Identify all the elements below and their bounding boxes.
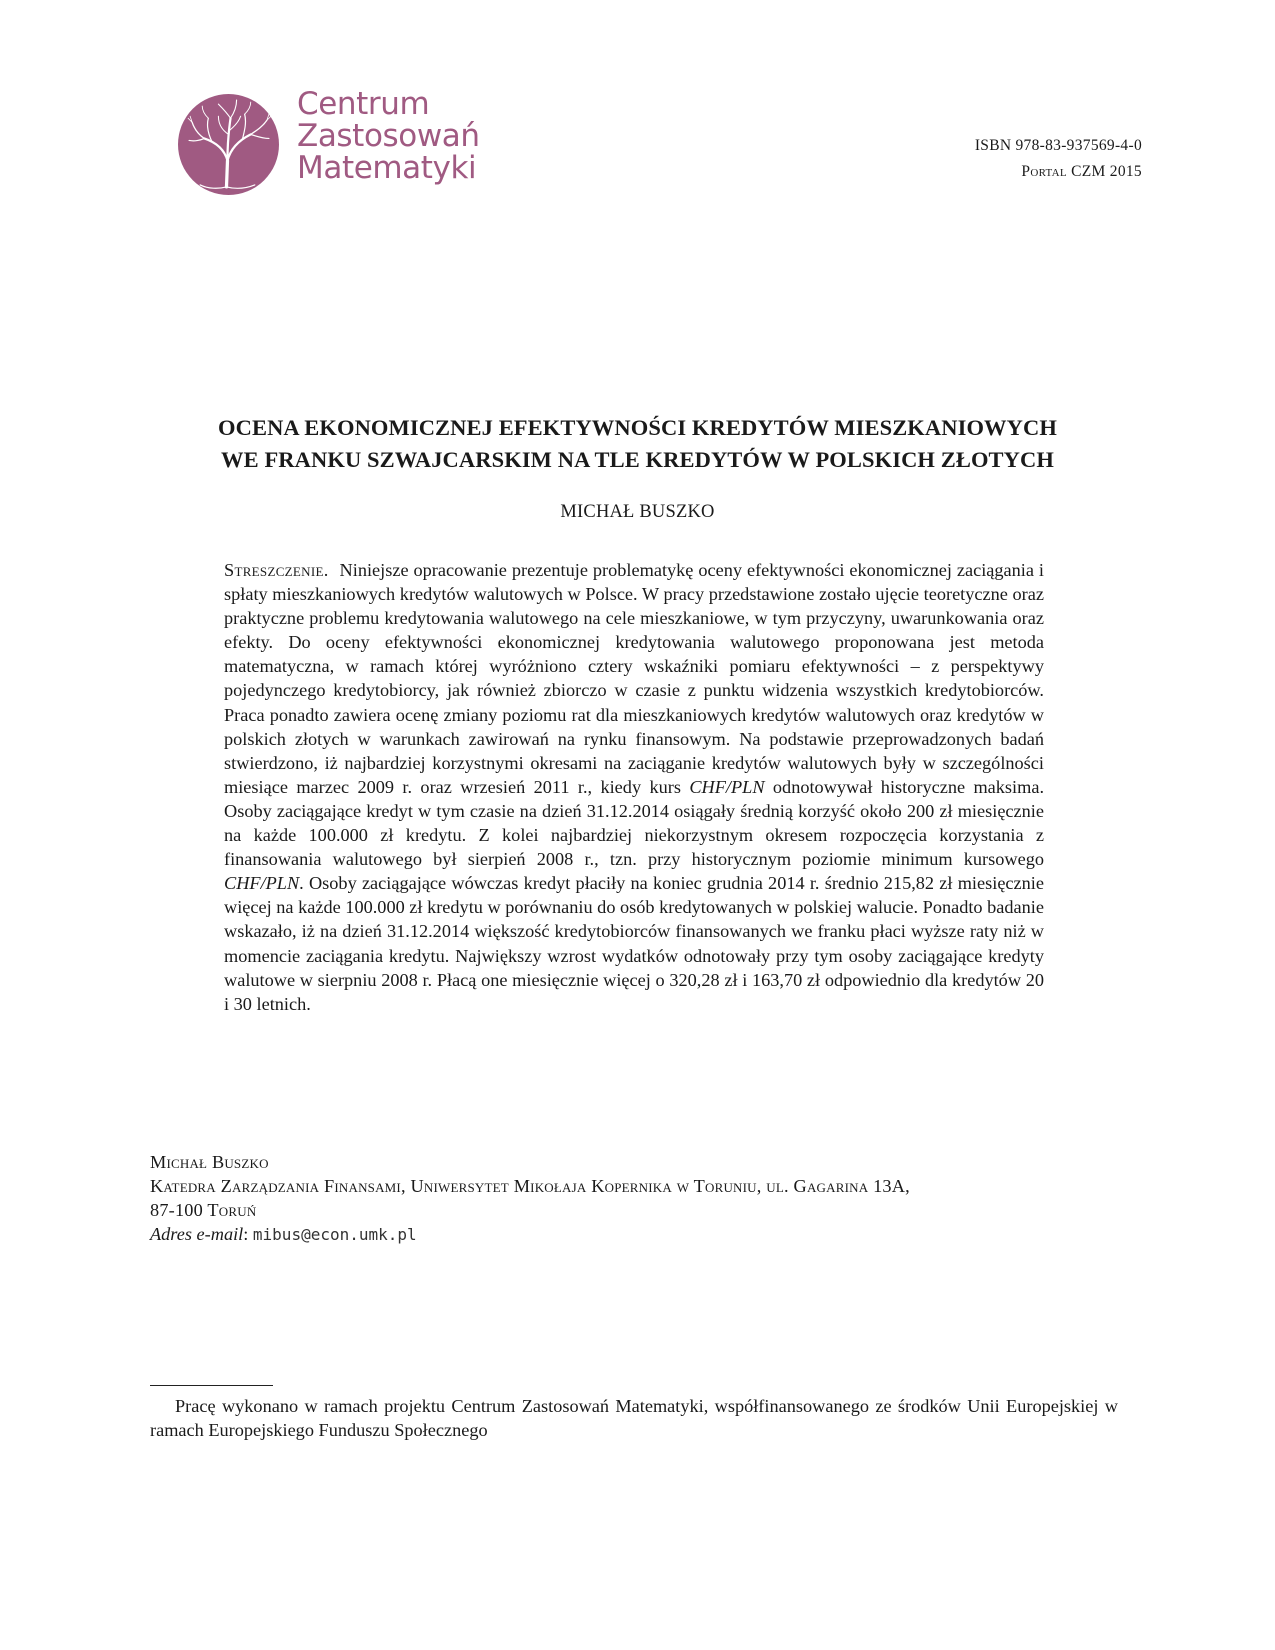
footnote-rule <box>150 1385 273 1386</box>
logo-line-3: Matematyki <box>297 150 477 186</box>
logo-wordmark <box>297 88 480 184</box>
abstract <box>224 558 1044 1016</box>
footnote: Pracę wykonano w ramach projektu Centrum Zastosowań Matematyki, współfinansowanego ze środków Unii Europejskiej w ramach Europejskiego Funduszu Społecznego <box>150 1396 1118 1440</box>
address-email-line: Adres e-mail: mibus@econ.umk.pl <box>150 1224 417 1244</box>
math-chf-pln-2: CHF/PLN <box>224 873 300 894</box>
address-city: 87-100 Toruń <box>150 1200 257 1220</box>
title-line-1: OCENA EKONOMICZNEJ EFEKTYWNOŚCI KREDYTÓW MIESZKANIOWYCH <box>218 415 1057 440</box>
czm-logo <box>178 88 478 198</box>
logo-line-2: Zastosowań <box>297 118 480 154</box>
email-label: Adres e-mail <box>150 1224 244 1244</box>
logo-line-1: Centrum <box>297 86 430 122</box>
abstract-text-3: . Osoby zaciągające wówczas kredyt płaciły na koniec grudnia 2014 r. średnio 215,82 zł miesięcznie więcej na każde 100.000 zł kredytu w porównaniu do osób kredytowanych w polskiej walucie. Ponadto badanie wskazało, iż na dzień 31.12.2014 większość kredytobiorców finansowanych we franku płaci wyższe raty niż w momencie zaciągania kredytu. Największy wzrost wydatków odnotowały przy tym osoby zaciągające kredyty walutowe w sierpniu 2008 r. Płacą one miesięcznie więcej o 320,28 zł i 163,70 zł odpowiednio dla kredytów 20 i 30 letnich. <box>224 873 1044 1014</box>
tree-logo-icon <box>178 94 279 195</box>
math-chf-pln-1: CHF/PLN <box>689 776 765 797</box>
paper-author: MICHAŁ BUSZKO <box>560 502 715 522</box>
isbn: ISBN 978-83-937569-4-0 <box>974 137 1142 154</box>
portal-label: Portal CZM 2015 <box>1021 163 1142 180</box>
title-line-2: WE FRANKU SZWAJCARSKIM NA TLE KREDYTÓW W POLSKICH ZŁOTYCH <box>221 447 1054 472</box>
abstract-text-2: odnotowywał historyczne maksima. Osoby zaciągające kredyt w tym czasie na dzień 31.12.2014 osiągały średnią korzyść około 200 zł miesięcznie na każde 100.000 zł kredytu. Z kolei najbardziej niekorzystnym okresem rozpoczęcia korzystania z finansowania walutowego był sierpień 2008 r., tzn. przy historycznym poziomie minimum kursowego <box>224 776 1045 870</box>
abstract-heading: Streszczenie. <box>224 560 329 580</box>
publication-meta <box>975 133 1142 185</box>
abstract-text-1: Niniejsze opracowanie prezentuje problematykę oceny efektywności ekonomicznej zaciągania i spłaty mieszkaniowych kredytów walutowych w Polsce. W pracy przedstawione zostało ujęcie teoretyczne oraz praktyczne problemu kredytowania walutowego na cele mieszkaniowe, w tym przyczyny, uwarunkowania oraz efekty. Do oceny efektywności ekonomicznej kredytowania walutowego proponowana jest metoda matematyczna, w ramach której wyróżniono cztery wskaźniki pomiaru efektywności – z perspektywy pojedynczego kredytobiorcy, jak również zbiorczo w czasie z punktu widzenia wszystkich kredytobiorców. Praca ponadto zawiera ocenę zmiany poziomu rat dla mieszkaniowych kredytów walutowych oraz kredytów w polskich złotych w warunkach zawirowań na rynku finansowym. Na podstawie przeprowadzonych badań stwierdzono, iż najbardziej korzystnymi okresami na zaciąganie kredytów walutowych były w szczególności miesiące marzec 2009 r. oraz wrzesień 2011 r., kiedy kurs <box>224 560 1044 797</box>
paper-title <box>0 412 1275 476</box>
author-address <box>150 1150 1150 1247</box>
email-link[interactable]: mibus@econ.umk.pl <box>252 1225 417 1244</box>
address-name: Michał Buszko <box>150 1152 269 1172</box>
address-affiliation: Katedra Zarządzania Finansami, Uniwersytet Mikołaja Kopernika w Toruniu, ul. Gagarina 13A, <box>150 1176 910 1196</box>
